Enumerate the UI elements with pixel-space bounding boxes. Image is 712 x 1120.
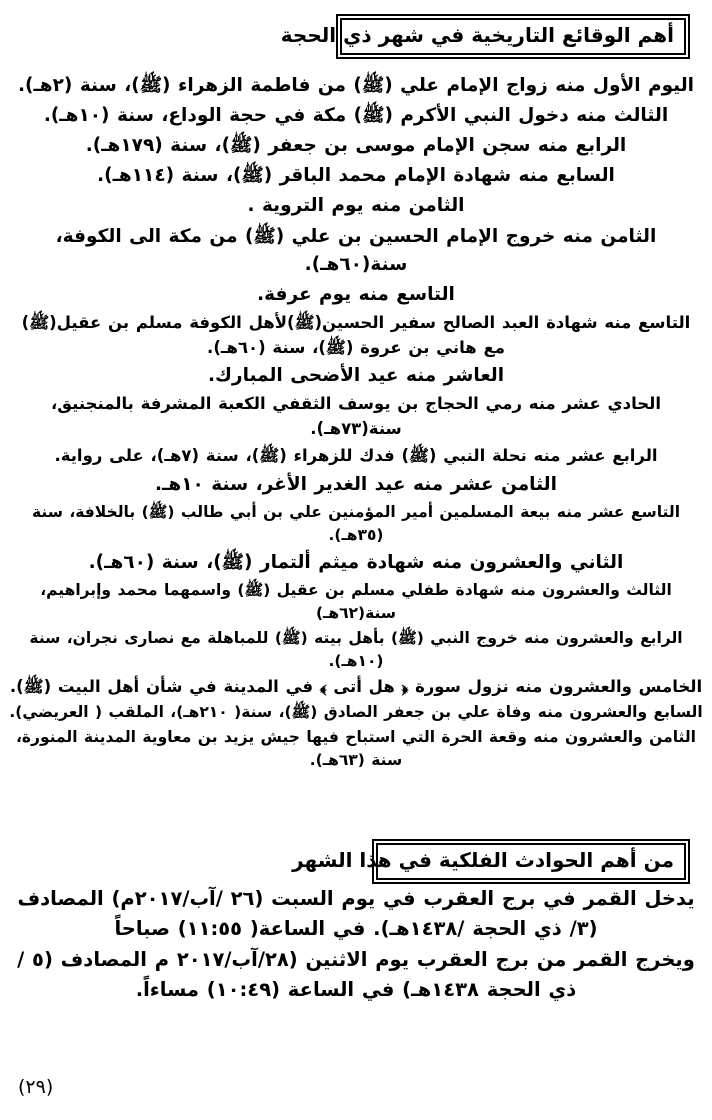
astronomical-event-text: يدخل القمر في برج العقرب في يوم السبت (٢٦ /آب/٢٠١٧م) المصادف (٣/ ذي الحجة /١٤٣٨هـ). في الساعة( ١١:٥٥) صباحاً bbox=[17, 887, 695, 940]
event-line bbox=[8, 627, 704, 673]
event-text: الثامن والعشرون منه وقعة الحرة التي استباح فيها جيش يزيد بن معاوية المدينة المنورة، سنة (٦٣هـ). bbox=[16, 728, 696, 770]
event-line bbox=[8, 501, 704, 547]
event-text: التاسع عشر منه بيعة المسلمين أمير المؤمنين علي بن أبي طالب (ﷺ) بالخلافة، سنة (٣٥هـ). bbox=[31, 502, 681, 544]
heading-box-astronomical-events bbox=[292, 839, 690, 884]
event-text: الثالث منه دخول النبي الأكرم (ﷺ) مكة في حجة الوداع، سنة (١٠هـ). bbox=[43, 105, 669, 127]
heading-box-historical-events bbox=[280, 14, 690, 59]
event-line bbox=[8, 162, 704, 190]
event-text: الخامس والعشرون منه نزول سورة ﴿ هل أتى ﴾ في المدينة في شأن أهل البيت (ﷺ). bbox=[9, 676, 703, 696]
event-line bbox=[8, 102, 704, 130]
event-text: التاسع منه يوم عرفة. bbox=[257, 283, 455, 305]
event-line bbox=[8, 392, 704, 442]
event-line bbox=[8, 132, 704, 160]
event-text: السابع منه شهادة الإمام محمد الباقر (ﷺ)، سنة (١١٤هـ). bbox=[97, 165, 615, 187]
heading-historical-title: أهم الوقائع التاريخية في شهر ذي الحجة bbox=[280, 23, 674, 47]
event-text: العاشر منه عيد الأضحى المبارك. bbox=[207, 365, 505, 387]
event-line bbox=[8, 192, 704, 220]
event-text: الحادي عشر منه رمي الحجاج بن يوسف الثقفي الكعبة المشرفة بالمنجنيق، سنة(٧٣هـ). bbox=[50, 394, 662, 439]
event-line bbox=[8, 579, 704, 625]
event-line-quran bbox=[8, 675, 704, 700]
event-line bbox=[8, 701, 704, 724]
event-line bbox=[8, 281, 704, 309]
astronomical-event-line bbox=[8, 884, 704, 943]
event-line bbox=[8, 72, 704, 100]
event-line bbox=[8, 311, 704, 361]
event-text: السابع والعشرون منه وفاة علي بن جعفر الصادق (ﷺ)، سنة( ٢١٠هـ)، الملقب ( العريضي). bbox=[9, 703, 703, 722]
event-text: الثالث والعشرون منه شهادة طفلي مسلم بن عقيل (ﷺ) واسمهما محمد وإبراهيم، سنة(٦٢هـ) bbox=[40, 580, 672, 622]
event-line bbox=[8, 726, 704, 772]
event-text: التاسع منه شهادة العبد الصالح سفير الحسين(ﷺ)لأهل الكوفة مسلم بن عقيل(ﷺ) مع هاني بن عروة (ﷺ)، سنة (٦٠هـ). bbox=[21, 312, 691, 357]
astronomical-event-text: ويخرج القمر من برج العقرب يوم الاثنين (٢٨/آب/٢٠١٧ م المصادف (٥ /ذي الحجة ١٤٣٨هـ) في الساعة (١٠:٤٩) مساءاً. bbox=[17, 948, 695, 1001]
event-text: الثامن عشر منه عيد الغدير الأغر، سنة ١٠هـ. bbox=[155, 473, 557, 495]
astronomical-event-line bbox=[8, 945, 704, 1004]
event-text: الرابع والعشرون منه خروج النبي (ﷺ) بأهل بيته (ﷺ) للمباهلة مع نصارى نجران، سنة (١٠هـ). bbox=[29, 628, 683, 670]
heading-box-astronomical-inner bbox=[292, 843, 686, 880]
event-text: اليوم الأول منه زواج الإمام علي (ﷺ) من فاطمة الزهراء (ﷺ)، سنة (٢هـ). bbox=[17, 75, 695, 96]
heading-box-historical-inner bbox=[280, 18, 686, 55]
historical-events-list bbox=[0, 72, 712, 774]
event-line bbox=[8, 549, 704, 577]
event-text: الرابع عشر منه نحلة النبي (ﷺ) فدك للزهراء (ﷺ)، سنة (٧هـ)، على رواية. bbox=[54, 445, 658, 465]
page-number: (٢٩) bbox=[18, 1076, 54, 1098]
event-text: الرابع منه سجن الإمام موسى بن جعفر (ﷺ)، سنة (١٧٩هـ). bbox=[85, 135, 627, 157]
event-line bbox=[8, 362, 704, 390]
event-text: الثامن منه خروج الإمام الحسين بن علي (ﷺ) من مكة الى الكوفة، سنة(٦٠هـ). bbox=[55, 225, 657, 275]
event-text: الثاني والعشرون منه شهادة ميثم ألتمار (ﷺ)، سنة (٦٠هـ). bbox=[88, 551, 624, 573]
event-line bbox=[8, 444, 704, 469]
event-line bbox=[8, 471, 704, 499]
astronomical-events-list bbox=[0, 884, 712, 1007]
event-text: الثامن منه يوم التروية . bbox=[247, 195, 465, 217]
event-line bbox=[8, 223, 704, 279]
heading-astronomical-title: من أهم الحوادث الفلكية في هذا الشهر bbox=[292, 848, 674, 872]
